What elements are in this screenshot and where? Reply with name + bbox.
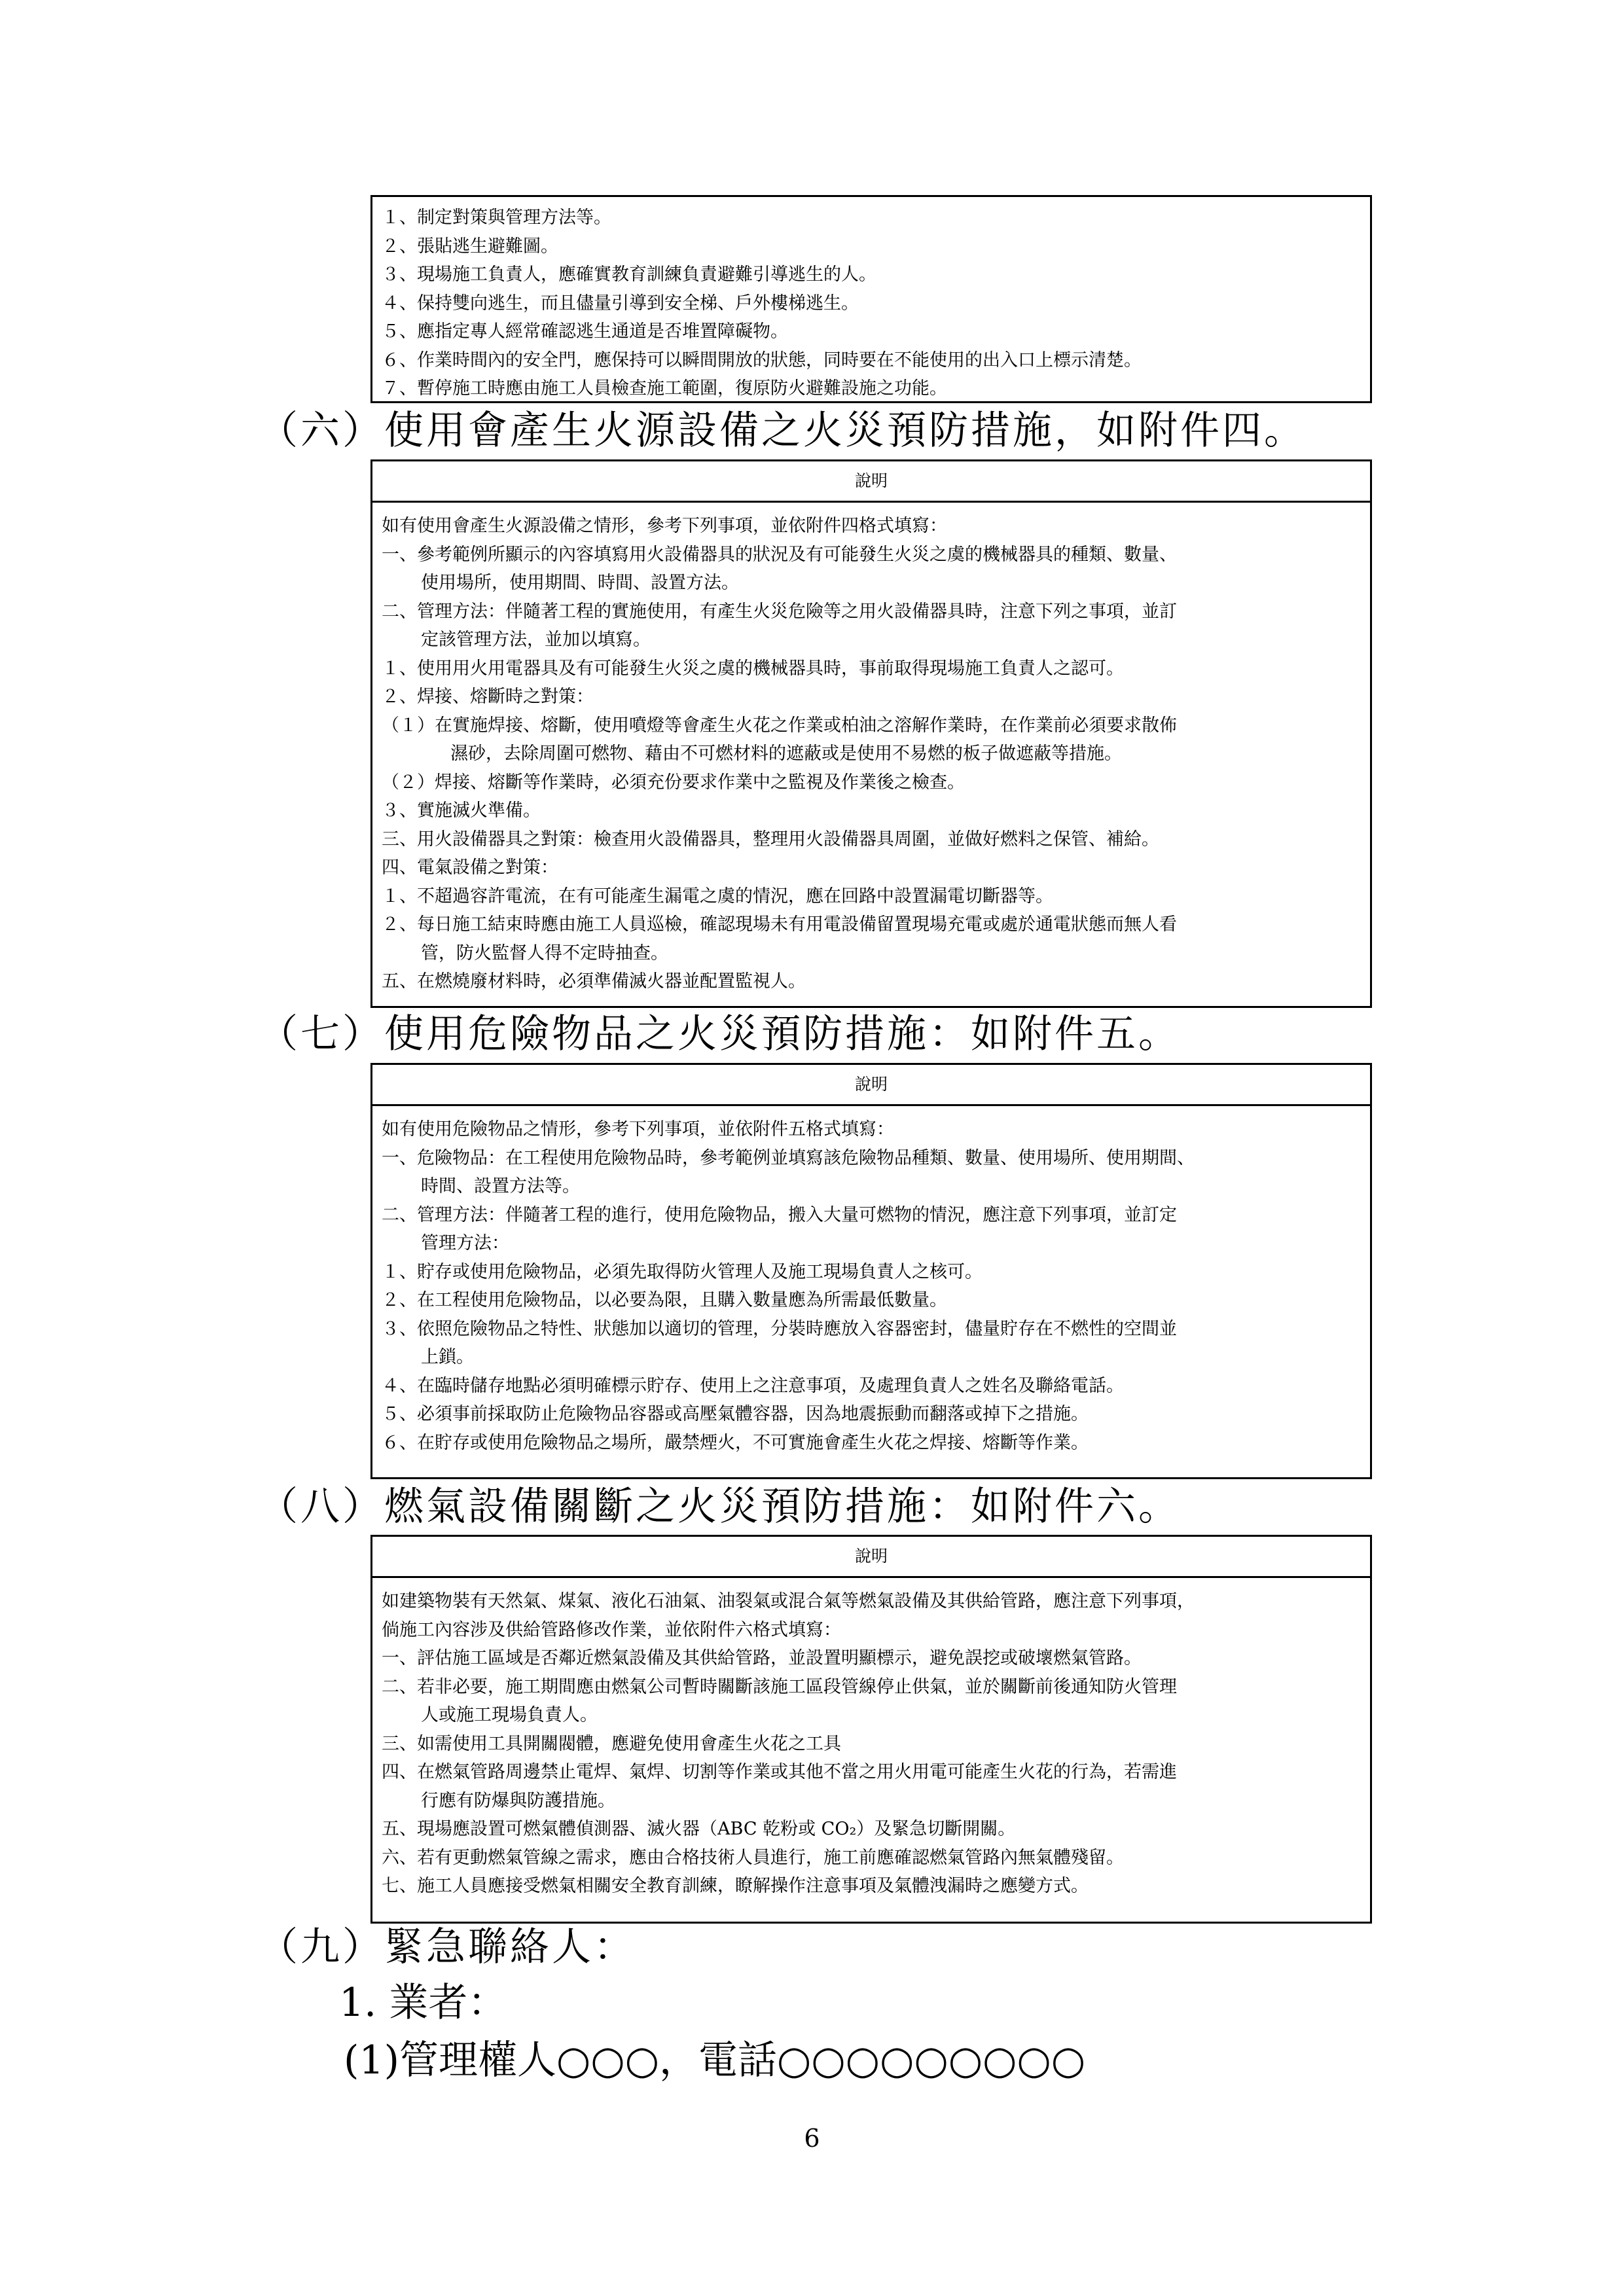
list-item: １、不超過容許電流，在有可能產生漏電之虞的情況，應在回路中設置漏電切斷器等。 bbox=[382, 886, 1053, 906]
list-item: ２、在工程使用危險物品，以必要為限，且購入數量應為所需最低數量。 bbox=[382, 1290, 947, 1310]
list-item: 倘施工內容涉及供給管路修改作業，並依附件六格式填寫： bbox=[382, 1619, 841, 1640]
section8-box-header: 說明 bbox=[372, 1537, 1370, 1578]
list-item: ２、張貼逃生避難圖。 bbox=[382, 236, 558, 257]
list-item: 使用場所，使用期間、時間、設置方法。 bbox=[421, 573, 739, 593]
list-item: ４、保持雙向逃生，而且儘量引導到安全梯、戶外樓梯逃生。 bbox=[382, 293, 859, 314]
section6-box bbox=[370, 459, 1372, 1008]
list-item: ７、暫停施工時應由施工人員檢查施工範圍，復原防火避難設施之功能。 bbox=[382, 378, 947, 399]
list-item: 四、在燃氣管路周邊禁止電焊、氣焊、切割等作業或其他不當之用火用電可能產生火花的行為，若需進 bbox=[382, 1762, 1177, 1782]
list-item: １、制定對策與管理方法等。 bbox=[382, 207, 611, 228]
list-item: 如建築物裝有天然氣、煤氣、液化石油氣、油裂氣或混合氣等燃氣設備及其供給管路，應注意下列事項， bbox=[382, 1591, 1195, 1611]
section9-item1: 1. 業者： bbox=[339, 1980, 507, 2026]
section7-box bbox=[370, 1063, 1372, 1479]
list-item: ５、必須事前採取防止危險物品容器或高壓氣體容器，因為地震振動而翻落或掉下之措施。 bbox=[382, 1404, 1089, 1424]
top-rules-box bbox=[370, 195, 1372, 403]
list-item: 二、管理方法：伴隨著工程的進行，使用危險物品，搬入大量可燃物的情況，應注意下列事項，並訂定 bbox=[382, 1204, 1177, 1225]
list-item: ２、每日施工結束時應由施工人員巡檢，確認現場未有用電設備留置現場充電或處於通電狀態而無人看 bbox=[382, 914, 1177, 935]
list-item: １、貯存或使用危險物品，必須先取得防火管理人及施工現場負責人之核可。 bbox=[382, 1261, 983, 1282]
list-item: 五、在燃燒廢材料時，必須準備滅火器並配置監視人。 bbox=[382, 971, 806, 992]
list-item: ３、依照危險物品之特性、狀態加以適切的管理，分裝時應放入容器密封，儘量貯存在不燃性的空間並 bbox=[382, 1318, 1177, 1339]
list-item: 上鎖。 bbox=[421, 1347, 474, 1367]
section7-heading: （七）使用危險物品之火災預防措施：如附件五。 bbox=[259, 1011, 1180, 1057]
section9-item1-1: (1)管理權人○○○，電話○○○○○○○○○ bbox=[344, 2037, 1086, 2083]
list-item: 管理方法： bbox=[421, 1233, 509, 1253]
list-item: 時間、設置方法等。 bbox=[421, 1176, 580, 1196]
list-item: ３、實施滅火準備。 bbox=[382, 800, 541, 821]
section9-heading: （九）緊急聯絡人： bbox=[259, 1924, 636, 1970]
list-item: 七、施工人員應接受燃氣相關安全教育訓練，瞭解操作注意事項及氣體洩漏時之應變方式。 bbox=[382, 1876, 1089, 1896]
list-item: 如有使用危險物品之情形，參考下列事項，並依附件五格式填寫： bbox=[382, 1119, 894, 1139]
list-item: 一、參考範例所顯示的內容填寫用火設備器具的狀況及有可能發生火災之虞的機械器具的種類、數量、 bbox=[382, 544, 1177, 565]
list-item: ４、在臨時儲存地點必須明確標示貯存、使用上之注意事項，及處理負責人之姓名及聯絡電話。 bbox=[382, 1375, 1124, 1396]
list-item: 三、如需使用工具開關閥體，應避免使用會產生火花之工具 bbox=[382, 1733, 841, 1754]
list-item: 一、評估施工區域是否鄰近燃氣設備及其供給管路，並設置明顯標示，避免誤挖或破壞燃氣管路。 bbox=[382, 1648, 1142, 1668]
list-item: 管，防火監督人得不定時抽查。 bbox=[421, 942, 668, 963]
list-item: ６、作業時間內的安全門，應保持可以瞬間開放的狀態，同時要在不能使用的出入口上標示清楚。 bbox=[382, 350, 1142, 370]
section6-box-header: 說明 bbox=[372, 461, 1370, 503]
list-item: 六、若有更動燃氣管線之需求，應由合格技術人員進行，施工前應確認燃氣管路內無氣體殘留。 bbox=[382, 1847, 1124, 1868]
list-item: 人或施工現場負責人。 bbox=[421, 1705, 598, 1725]
section8-box bbox=[370, 1535, 1372, 1924]
section7-box-header: 說明 bbox=[372, 1065, 1370, 1106]
list-item: ５、應指定專人經常確認逃生通道是否堆置障礙物。 bbox=[382, 321, 788, 342]
list-item: （２）焊接、熔斷等作業時，必須充份要求作業中之監視及作業後之檢查。 bbox=[382, 772, 965, 793]
list-item: ３、現場施工負責人，應確實教育訓練負責避難引導逃生的人。 bbox=[382, 264, 876, 285]
list-item: 濕砂，去除周圍可燃物、藉由不可燃材料的遮蔽或是使用不易燃的板子做遮蔽等措施。 bbox=[450, 744, 1122, 764]
list-item: 如有使用會產生火源設備之情形，參考下列事項，並依附件四格式填寫： bbox=[382, 516, 947, 536]
list-item: 四、電氣設備之對策： bbox=[382, 857, 558, 878]
list-item: 二、若非必要，施工期間應由燃氣公司暫時關斷該施工區段管線停止供氣，並於關斷前後通知防火管理 bbox=[382, 1676, 1177, 1697]
page-number: 6 bbox=[804, 2124, 820, 2153]
list-item: １、使用用火用電器具及有可能發生火災之虞的機械器具時，事前取得現場施工負責人之認可。 bbox=[382, 658, 1124, 679]
list-item: 三、用火設備器具之對策：檢查用火設備器具，整理用火設備器具周圍，並做好燃料之保管、補給。 bbox=[382, 829, 1159, 850]
list-item: 定該管理方法，並加以填寫。 bbox=[421, 630, 651, 650]
section6-heading: （六）使用會產生火源設備之火災預防措施，如附件四。 bbox=[259, 408, 1306, 454]
list-item: ２、焊接、熔斷時之對策： bbox=[382, 687, 594, 707]
list-item: 五、現場應設置可燃氣體偵測器、滅火器（ABC 乾粉或 CO₂）及緊急切斷開關。 bbox=[382, 1819, 1016, 1839]
list-item: 一、危險物品：在工程使用危險物品時，參考範例並填寫該危險物品種類、數量、使用場所、使用期間、 bbox=[382, 1147, 1195, 1168]
section8-heading: （八）燃氣設備關斷之火災預防措施：如附件六。 bbox=[259, 1484, 1180, 1530]
list-item: （１）在實施焊接、熔斷，使用噴燈等會產生火花之作業或柏油之溶解作業時，在作業前必須要求散佈 bbox=[382, 715, 1177, 736]
list-item: 二、管理方法：伴隨著工程的實施使用，有產生火災危險等之用火設備器具時，注意下列之事項，並訂 bbox=[382, 601, 1177, 622]
list-item: ６、在貯存或使用危險物品之場所，嚴禁煙火，不可實施會產生火花之焊接、熔斷等作業。 bbox=[382, 1432, 1089, 1453]
list-item: 行應有防爆與防護措施。 bbox=[421, 1790, 615, 1811]
